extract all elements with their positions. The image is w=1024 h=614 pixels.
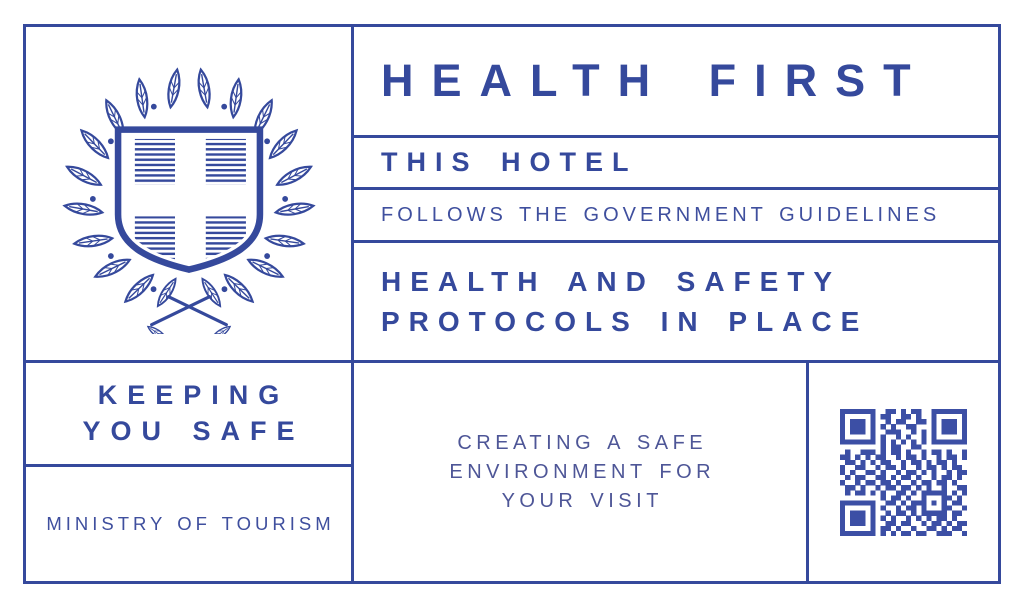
message-label [445,429,715,516]
page-title: HEALTH FIRST [381,55,929,106]
title-row [354,27,998,138]
keeping-line-1: KEEPING [97,380,290,411]
message-line-1: CREATING A SAFE [457,431,708,454]
protocols-label [381,262,868,342]
keeping-cell [26,363,351,467]
message-line-3: YOUR VISIT [501,489,663,512]
protocols-row [354,243,998,360]
guidelines-row [354,190,998,243]
message-cell [354,363,809,581]
cross-shield [118,129,260,269]
qr-cell [809,363,998,581]
message-line-2: ENVIRONMENT FOR [449,460,716,483]
greek-coat-of-arms [49,54,329,334]
top-section [26,27,998,363]
ministry-cell [26,467,351,581]
qr-code [840,409,967,536]
protocols-line-1: HEALTH AND SAFETY [381,265,842,297]
health-first-certificate [23,24,1001,584]
protocols-line-2: PROTOCOLS IN PLACE [381,305,869,337]
emblem-cell [26,27,354,360]
bottom-left-column [26,363,354,581]
ministry-label: MINISTRY OF TOURISM [46,513,335,534]
hotel-label: THIS HOTEL [381,147,638,177]
hotel-row [354,138,998,190]
guidelines-label: FOLLOWS THE GOVERNMENT GUIDELINES [381,203,941,226]
bottom-section [26,363,998,581]
keeping-label [72,378,304,448]
top-right-column [354,27,998,360]
keeping-line-2: YOU SAFE [82,415,305,446]
